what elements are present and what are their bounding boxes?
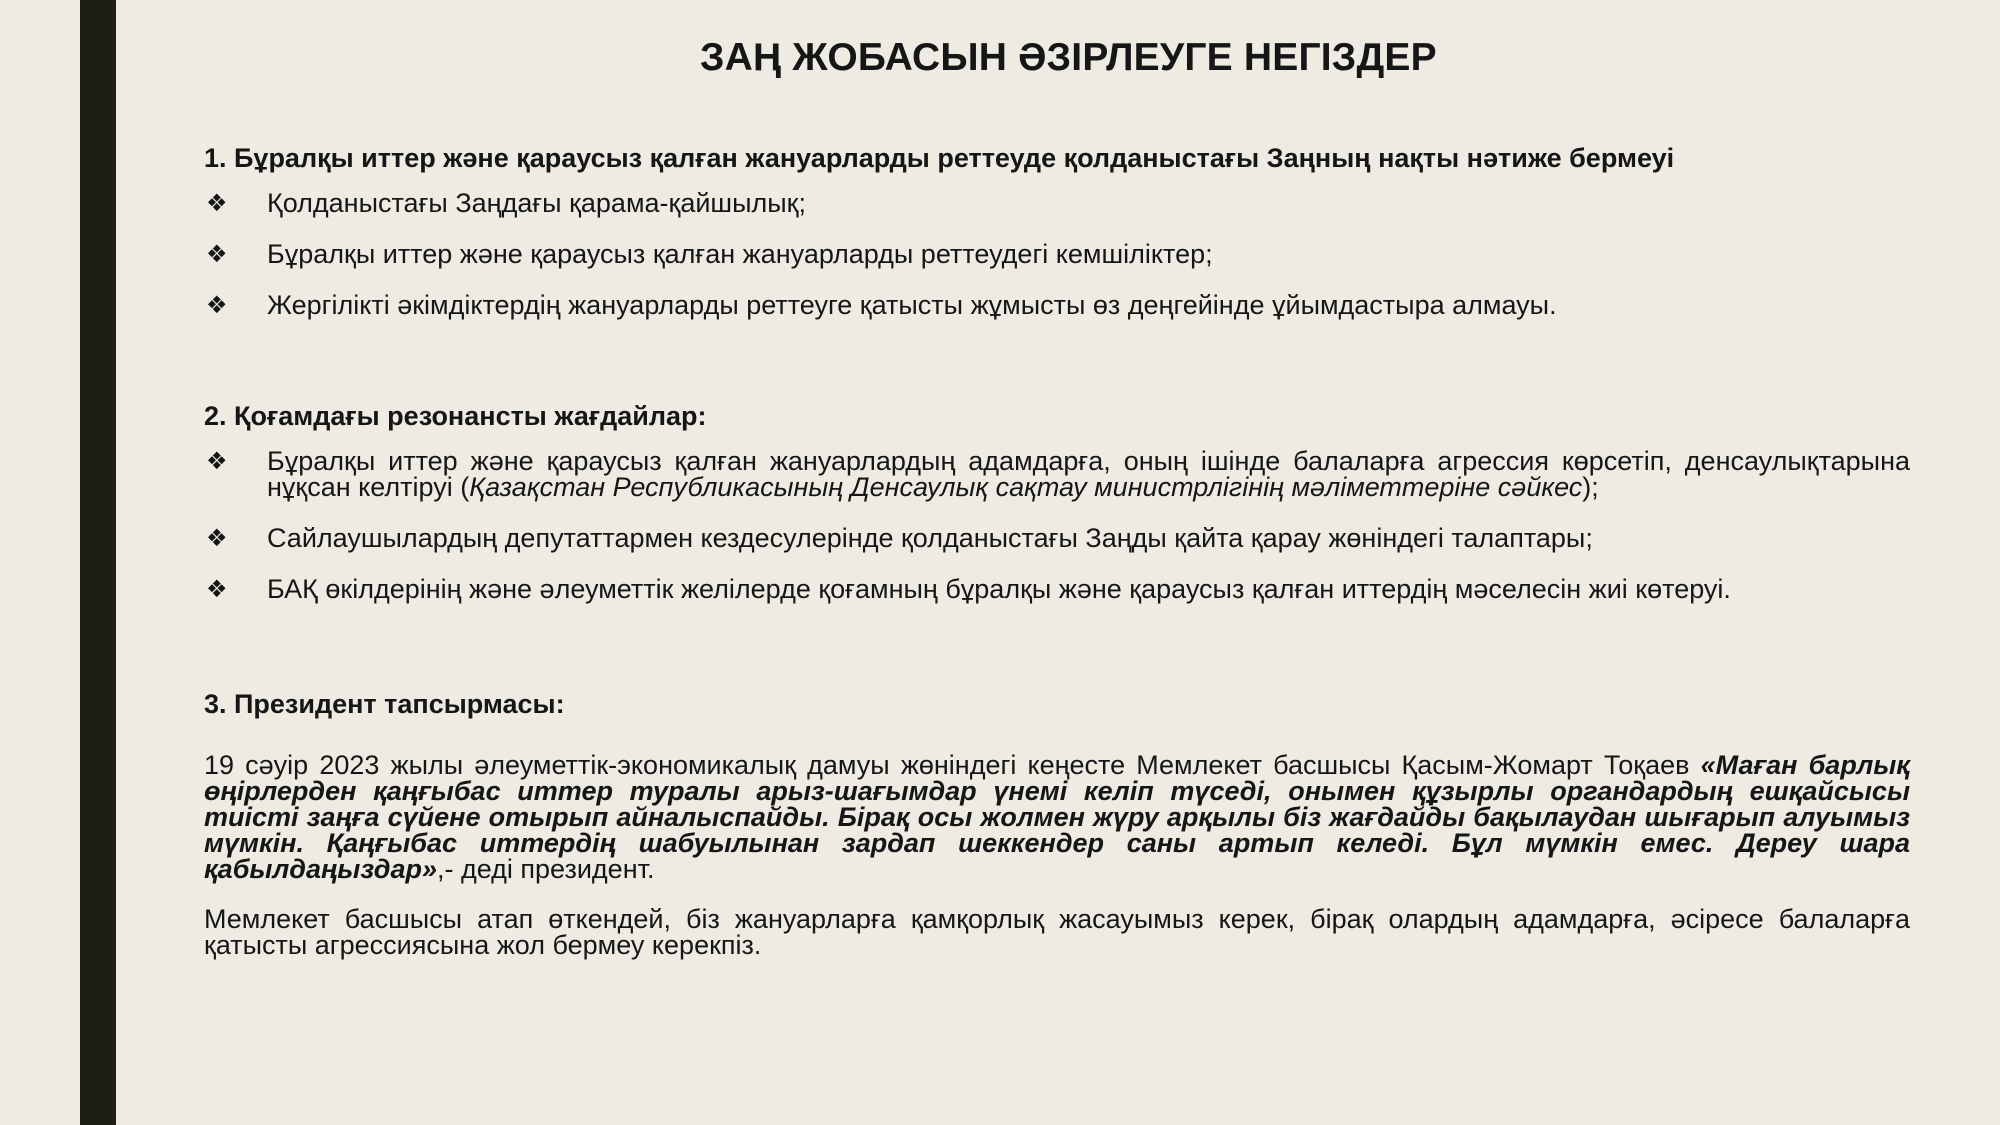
list-item [204,292,1910,318]
slide-content [204,138,1910,958]
left-accent-bar [80,0,116,1125]
list-item-text-end: ); [1582,472,1599,502]
section-2-heading: 2. Қоғамдағы резонансты жағдайлар: [204,401,707,431]
diamond-bullet-icon: ❖ [206,291,228,319]
section-2 [204,396,1910,602]
list-item-source-italic: Қазақстан Республикасының Денсаулық сақтау министрлігінің мәліметтеріне сәйкес [469,472,1583,502]
president-quote: «Маған барлық өңірлерден қаңғыбас иттер туралы арыз-шағымдар үнемі келіп түседі, онымен құзырлы органдардың ешқайсысы тиісті заңға сүйене отырып айналыспайды. Бірақ осы жолмен жүру арқылы біз жағдайды бақылаудан шығарып алуымыз мүмкін. Қаңғыбас иттердің шабуылынан зардап шеккендер саны артып келеді. Бұл мүмкін емес. Дереу шара қабылдаңыздар» [204,750,1910,884]
diamond-bullet-icon: ❖ [206,447,228,475]
list-item-text: Қолданыстағы Заңдағы қарама-қайшылық; [267,188,806,218]
list-item-text: Бұралқы иттер және қараусыз қалған жануарларды реттеудегі кемшіліктер; [267,239,1213,269]
list-item-text: Сайлаушылардың депутаттармен кездесулерінде қолданыстағы Заңды қайта қарау жөніндегі талаптары; [267,523,1593,553]
list-item-text: БАҚ өкілдерінің және әлеуметтік желілерде қоғамның бұралқы және қараусыз қалған иттердің мәселесін жиі көтеруі. [267,574,1731,604]
section-3 [204,684,1910,958]
list-item [204,448,1910,500]
list-item-text: Бұралқы иттер және қараусыз қалған жануарлардың адамдарға, оның ішінде балаларға агрессия көрсетіп, денсаулықтарына нұқсан келтіруі ( [267,446,1910,502]
list-item [204,190,1910,216]
section-1 [204,138,1910,318]
list-item [204,241,1910,267]
closing-paragraph: Мемлекет басшысы атап өткендей, біз жануарларға қамқорлық жасауымыз керек, бірақ олардың адамдарға, әсіресе балаларға қатысты агрессиясына жол бермеу керекпіз. [204,904,1910,960]
diamond-bullet-icon: ❖ [206,240,228,268]
list-item [204,525,1910,551]
quote-end-text: ,- деді президент. [436,854,655,884]
quote-intro-text: 19 сәуір 2023 жылы әлеуметтік-экономикалық дамуы жөніндегі кеңесте Мемлекет басшысы Қасым-Жомарт Тоқаев [204,750,1701,780]
diamond-bullet-icon: ❖ [206,524,228,552]
section-1-bullet-list [204,190,1910,318]
president-quote-paragraph [204,752,1910,882]
section-3-heading: 3. Президент тапсырмасы: [204,689,565,719]
diamond-bullet-icon: ❖ [206,189,228,217]
section-1-heading: 1. Бұралқы иттер және қараусыз қалған жануарларды реттеуде қолданыстағы Заңның нақты нәтиже бермеуі [204,143,1675,173]
diamond-bullet-icon: ❖ [206,575,228,603]
section-2-bullet-list [204,448,1910,602]
slide-title: ЗАҢ ЖОБАСЫН ӘЗІРЛЕУГЕ НЕГІЗДЕР [700,36,1437,79]
list-item [204,576,1910,602]
list-item-text: Жергілікті әкімдіктердің жануарларды реттеуге қатысты жұмысты өз деңгейінде ұйымдастыра алмауы. [267,290,1557,320]
